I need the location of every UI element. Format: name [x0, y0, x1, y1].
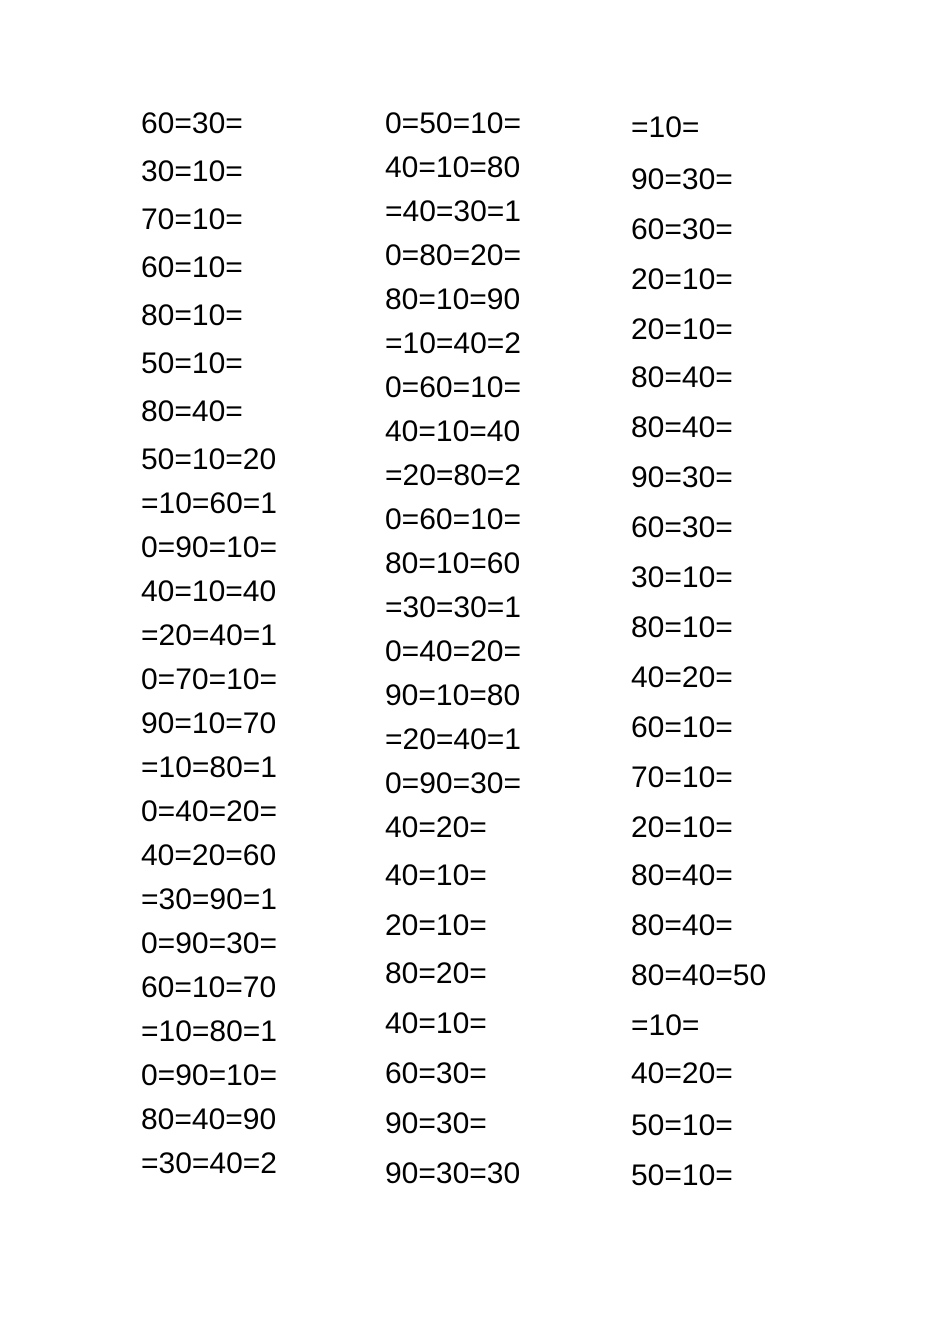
equation-line: 40=20=60	[141, 839, 277, 872]
equation-line: 30=10=	[631, 561, 733, 594]
equation-line: 50=10=	[141, 347, 243, 380]
equation-line: 60=10=70	[141, 971, 277, 1004]
equation-line: =30=30=1	[385, 591, 521, 624]
equation-line: 80=40=50	[631, 959, 767, 992]
equation-line: 50=10=20	[141, 443, 277, 476]
equation-line: 20=10=	[385, 909, 487, 942]
equation-line: 40=10=	[385, 859, 487, 892]
equation-line: 0=90=10=	[141, 531, 277, 564]
equation-line: 0=50=10=	[385, 107, 521, 140]
equation-line: 80=20=	[385, 957, 487, 990]
equation-line: 0=80=20=	[385, 239, 521, 272]
equation-line: =20=40=1	[141, 619, 277, 652]
equation-line: 0=90=10=	[141, 1059, 277, 1092]
equation-line: 80=40=	[631, 411, 733, 444]
equation-line: 40=20=	[631, 1057, 733, 1090]
equation-line: =30=90=1	[141, 883, 277, 916]
equation-line: =40=30=1	[385, 195, 521, 228]
equation-line: =20=80=2	[385, 459, 521, 492]
equation-line: 0=40=20=	[141, 795, 277, 828]
equation-line: =10=	[631, 111, 700, 144]
equation-line: 60=10=	[141, 251, 243, 284]
equation-line: 70=10=	[141, 203, 243, 236]
equation-line: 30=10=	[141, 155, 243, 188]
equation-line: =10=	[631, 1009, 700, 1042]
equation-line: 60=30=	[141, 107, 243, 140]
equation-line: =10=60=1	[141, 487, 277, 520]
equation-line: 80=10=60	[385, 547, 521, 580]
equation-line: 70=10=	[631, 761, 733, 794]
equation-line: 20=10=	[631, 263, 733, 296]
equation-line: 60=30=	[385, 1057, 487, 1090]
equation-line: =30=40=2	[141, 1147, 277, 1180]
equation-line: 80=10=	[141, 299, 243, 332]
equation-line: 0=70=10=	[141, 663, 277, 696]
equation-line: 0=90=30=	[141, 927, 277, 960]
equation-line: =10=80=1	[141, 1015, 277, 1048]
equation-line: 80=40=90	[141, 1103, 277, 1136]
equation-line: 90=30=	[631, 163, 733, 196]
equation-line: 80=40=	[631, 909, 733, 942]
equation-line: 40=10=40	[385, 415, 521, 448]
equation-line: =10=80=1	[141, 751, 277, 784]
equation-line: 80=10=	[631, 611, 733, 644]
equation-line: 0=40=20=	[385, 635, 521, 668]
equation-line: =20=40=1	[385, 723, 521, 756]
equation-line: 0=60=10=	[385, 371, 521, 404]
equation-line: 60=30=	[631, 511, 733, 544]
equation-line: 40=20=	[631, 661, 733, 694]
equation-line: =10=40=2	[385, 327, 521, 360]
equation-line: 0=60=10=	[385, 503, 521, 536]
equation-line: 50=10=	[631, 1109, 733, 1142]
equation-line: 80=40=	[631, 361, 733, 394]
equation-line: 60=30=	[631, 213, 733, 246]
equation-line: 40=10=	[385, 1007, 487, 1040]
equation-line: 40=10=40	[141, 575, 277, 608]
equation-line: 80=40=	[631, 859, 733, 892]
equation-line: 0=90=30=	[385, 767, 521, 800]
equation-line: 80=10=90	[385, 283, 521, 316]
equation-line: 90=30=	[631, 461, 733, 494]
equation-line: 90=30=	[385, 1107, 487, 1140]
equation-line: 40=20=	[385, 811, 487, 844]
equation-line: 40=10=80	[385, 151, 521, 184]
equation-line: 20=10=	[631, 811, 733, 844]
equation-line: 60=10=	[631, 711, 733, 744]
equation-line: 90=10=70	[141, 707, 277, 740]
equation-line: 80=40=	[141, 395, 243, 428]
equation-line: 50=10=	[631, 1159, 733, 1192]
equation-line: 90=10=80	[385, 679, 521, 712]
equation-line: 20=10=	[631, 313, 733, 346]
equation-line: 90=30=30	[385, 1157, 521, 1190]
